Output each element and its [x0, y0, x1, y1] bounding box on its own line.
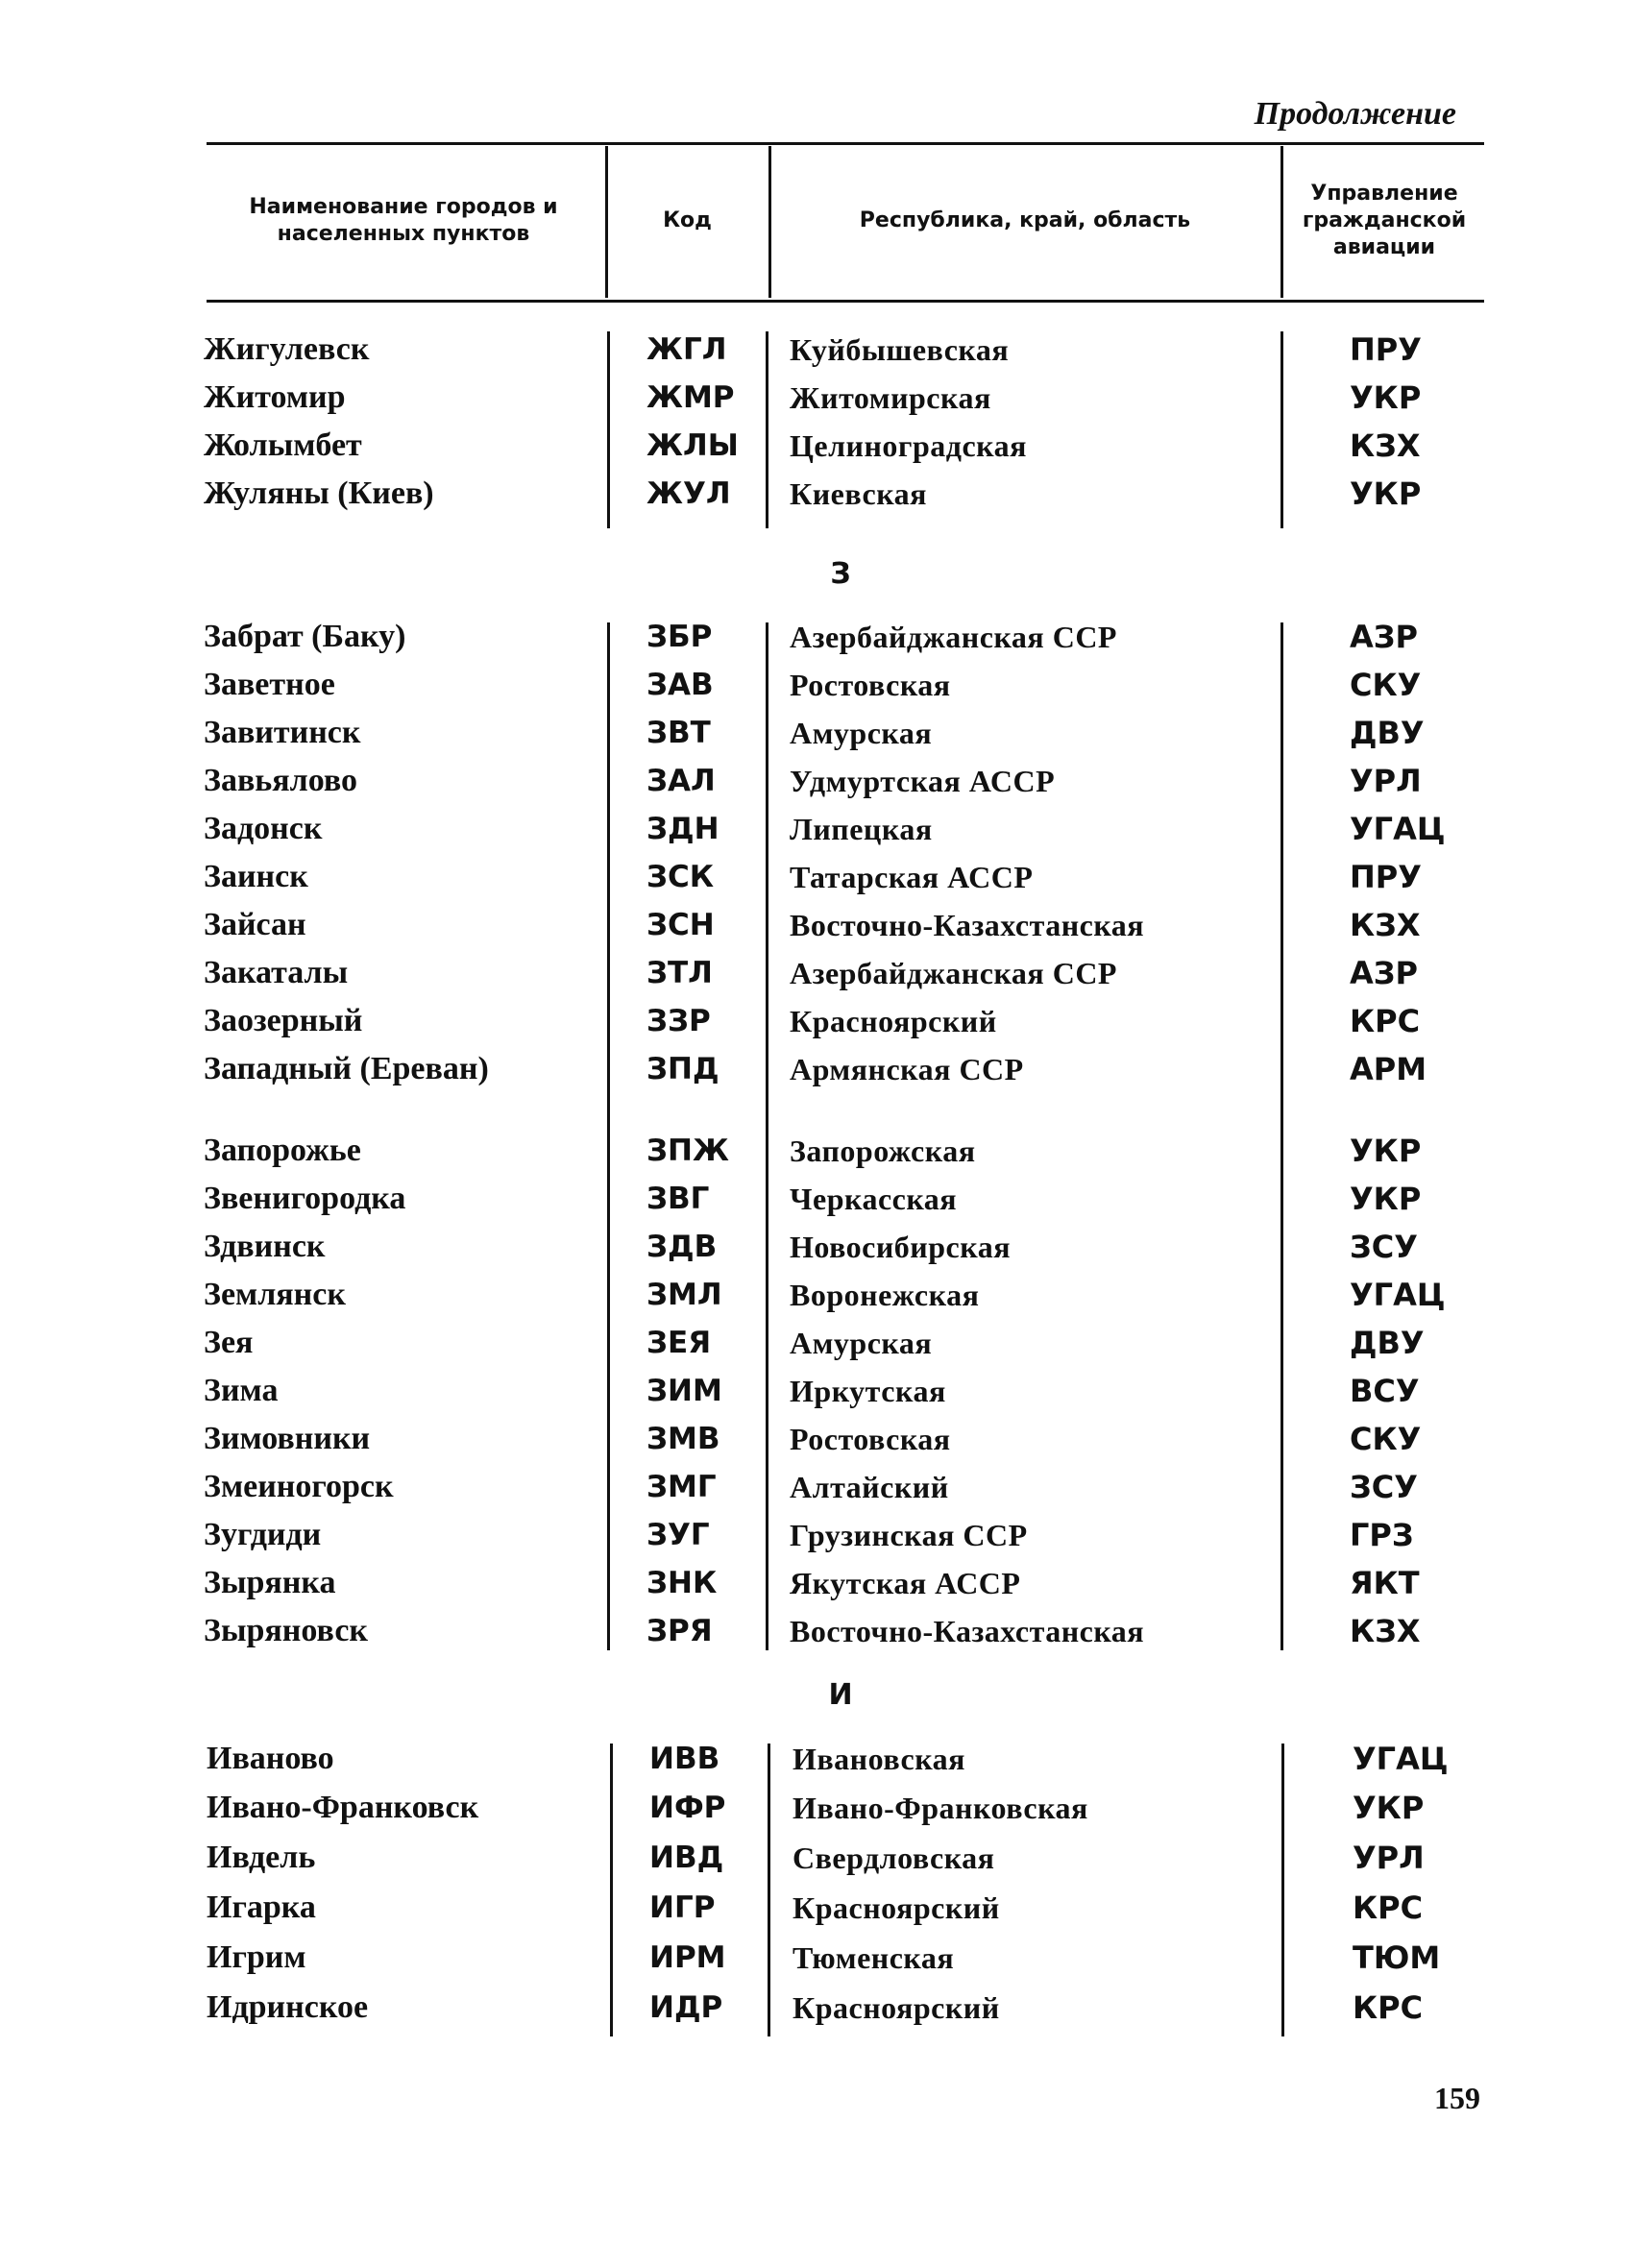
admin-code: УКР	[1350, 1181, 1422, 1217]
continuation-label: Продолжение	[1254, 96, 1456, 132]
city-code: ЗТЛ	[646, 956, 713, 990]
region-name: Татарская АССР	[790, 860, 1034, 894]
city-name: Житомир	[204, 379, 346, 415]
city-name: Закаталы	[204, 955, 349, 990]
region-name: Азербайджанская ССР	[790, 620, 1117, 654]
city-code: ЗВТ	[646, 716, 711, 750]
city-name: Змеиногорск	[204, 1469, 394, 1504]
city-name: Заозерный	[204, 1003, 363, 1038]
city-name: Звенигородка	[204, 1181, 406, 1216]
city-name: Запорожье	[204, 1133, 361, 1168]
city-name: Завитинск	[204, 715, 361, 750]
region-name: Ростовская	[790, 668, 951, 702]
admin-code: ЗСУ	[1350, 1469, 1418, 1505]
city-code: ИВВ	[649, 1742, 720, 1776]
admin-code: КРС	[1350, 1003, 1421, 1039]
column-divider	[607, 331, 610, 528]
region-name: Амурская	[790, 1326, 933, 1360]
admin-code: УРЛ	[1350, 763, 1422, 799]
city-name: Заинск	[204, 859, 308, 894]
city-code: ИДР	[649, 1990, 723, 2025]
city-name: Жолымбет	[204, 427, 362, 463]
city-name: Заветное	[204, 667, 335, 702]
city-name: Задонск	[204, 811, 323, 846]
header-divider	[768, 146, 771, 298]
region-name: Ростовская	[790, 1422, 951, 1456]
region-name: Восточно-Казахстанская	[790, 908, 1145, 942]
region-name: Амурская	[790, 716, 933, 750]
column-divider	[607, 622, 610, 1650]
region-name: Восточно-Казахстанская	[790, 1614, 1145, 1648]
city-name: Зима	[204, 1373, 279, 1408]
region-name: Житомирская	[790, 380, 991, 415]
region-name: Целиноградская	[790, 428, 1027, 463]
city-name: Здвинск	[204, 1229, 326, 1264]
city-code: ИФР	[649, 1791, 726, 1825]
column-divider	[768, 1744, 770, 2036]
city-name: Зырянка	[204, 1565, 336, 1600]
city-code: ИГР	[649, 1890, 716, 1925]
city-name: Иваново	[207, 1741, 334, 1776]
city-name: Зимовники	[204, 1421, 371, 1456]
region-name: Куйбышевская	[790, 332, 1010, 367]
header-divider	[1280, 146, 1283, 298]
city-name: Жигулевск	[204, 331, 370, 367]
region-name: Запорожская	[790, 1134, 976, 1168]
region-name: Красноярский	[790, 1004, 997, 1038]
admin-code: УРЛ	[1353, 1840, 1425, 1876]
city-code: ЗМВ	[646, 1422, 720, 1456]
city-code: ЗИМ	[646, 1374, 722, 1408]
admin-code: АЗР	[1350, 955, 1418, 991]
region-name: Грузинская ССР	[790, 1518, 1028, 1552]
city-code: ЗМГ	[646, 1470, 717, 1504]
admin-code: ТЮМ	[1353, 1939, 1441, 1976]
city-name: Зея	[204, 1325, 254, 1360]
header-name: Наименование городов и населенных пунктов	[249, 195, 558, 246]
city-code: ЗБР	[646, 620, 713, 654]
city-code: ЗРЯ	[646, 1614, 713, 1648]
city-name: Ивдель	[207, 1840, 316, 1875]
city-code: ЖЛЫ	[646, 428, 739, 463]
region-name: Армянская ССР	[790, 1052, 1024, 1086]
header-code: Код	[663, 208, 712, 232]
header-rule	[207, 300, 1484, 303]
region-name: Иркутская	[790, 1374, 946, 1408]
header-divider	[605, 146, 608, 298]
city-code: ЗЗР	[646, 1004, 711, 1038]
region-name: Удмуртская АССР	[790, 764, 1056, 798]
admin-code: ДВУ	[1350, 1325, 1425, 1361]
region-name: Ивано-Франковская	[793, 1791, 1088, 1825]
region-name: Воронежская	[790, 1278, 980, 1312]
admin-code: УКР	[1350, 379, 1422, 416]
admin-code: КРС	[1353, 1989, 1424, 2026]
city-code: ИВД	[649, 1841, 724, 1875]
city-code: ИРМ	[649, 1940, 726, 1975]
admin-code: СКУ	[1350, 1421, 1422, 1457]
admin-code: КЗХ	[1350, 1613, 1421, 1649]
admin-code: ПРУ	[1350, 331, 1422, 368]
section-letter: И	[828, 1678, 853, 1712]
region-name: Тюменская	[793, 1940, 955, 1975]
admin-code: ПРУ	[1350, 859, 1422, 895]
region-name: Якутская АССР	[790, 1566, 1021, 1600]
city-name: Жуляны (Киев)	[204, 476, 434, 511]
admin-code: УГАЦ	[1350, 811, 1446, 847]
city-name: Забрат (Баку)	[204, 619, 406, 654]
city-code: ЗАВ	[646, 668, 714, 702]
admin-code: УГАЦ	[1350, 1277, 1446, 1313]
city-code: ЗДВ	[646, 1230, 718, 1264]
page-number: 159	[1434, 2081, 1480, 2115]
city-name: Зыряновск	[204, 1613, 368, 1648]
city-name: Игарка	[207, 1890, 316, 1925]
city-code: ЗНК	[646, 1566, 718, 1600]
region-name: Черкасская	[790, 1182, 958, 1216]
column-divider	[766, 331, 768, 528]
city-code: ЗАЛ	[646, 764, 716, 798]
city-code: ЖУЛ	[646, 476, 731, 511]
admin-code: УКР	[1353, 1790, 1425, 1826]
city-code: ЗПД	[646, 1052, 719, 1086]
city-code: ЗСН	[646, 908, 715, 942]
city-code: ЗЕЯ	[646, 1326, 712, 1360]
region-name: Алтайский	[790, 1470, 949, 1504]
city-code: ЗУГ	[646, 1518, 710, 1552]
region-name: Свердловская	[793, 1841, 995, 1875]
admin-code: ДВУ	[1350, 715, 1425, 751]
admin-code: УКР	[1350, 476, 1422, 512]
city-code: ЗПЖ	[646, 1134, 729, 1168]
city-name: Ивано-Франковск	[207, 1790, 479, 1825]
region-name: Красноярский	[793, 1890, 1000, 1925]
city-name: Зайсан	[204, 907, 306, 942]
city-name: Зугдиди	[204, 1517, 322, 1552]
city-code: ЗВГ	[646, 1182, 710, 1216]
admin-code: СКУ	[1350, 667, 1422, 703]
city-name: Завьялово	[204, 763, 358, 798]
section-letter: З	[830, 557, 851, 591]
city-code: ЗМЛ	[646, 1278, 722, 1312]
admin-code: ВСУ	[1350, 1373, 1420, 1409]
column-divider	[766, 622, 768, 1650]
city-name: Идринское	[207, 1989, 369, 2025]
city-code: ЖМР	[646, 380, 735, 415]
city-code: ЖГЛ	[646, 332, 727, 367]
admin-code: УГАЦ	[1353, 1741, 1449, 1777]
admin-code: ЯКТ	[1350, 1565, 1420, 1601]
city-code: ЗСК	[646, 860, 715, 894]
city-name: Западный (Ереван)	[204, 1051, 489, 1086]
region-name: Азербайджанская ССР	[790, 956, 1117, 990]
admin-code: УКР	[1350, 1133, 1422, 1169]
region-name: Новосибирская	[790, 1230, 1011, 1264]
city-name: Землянск	[204, 1277, 346, 1312]
header-region: Республика, край, область	[859, 208, 1191, 232]
region-name: Липецкая	[790, 812, 933, 846]
region-name: Киевская	[790, 476, 927, 511]
admin-code: АРМ	[1350, 1051, 1427, 1087]
admin-code: ГРЗ	[1350, 1517, 1414, 1553]
admin-code: КРС	[1353, 1890, 1424, 1926]
region-name: Ивановская	[793, 1742, 965, 1776]
admin-code: АЗР	[1350, 619, 1418, 655]
admin-code: КЗХ	[1350, 427, 1421, 464]
city-name: Игрим	[207, 1939, 306, 1975]
column-divider	[610, 1744, 613, 2036]
region-name: Красноярский	[793, 1990, 1000, 2025]
header-administration: Управление гражданской авиации	[1302, 182, 1467, 259]
admin-code: КЗХ	[1350, 907, 1421, 943]
admin-code: ЗСУ	[1350, 1229, 1418, 1265]
city-code: ЗДН	[646, 812, 719, 846]
